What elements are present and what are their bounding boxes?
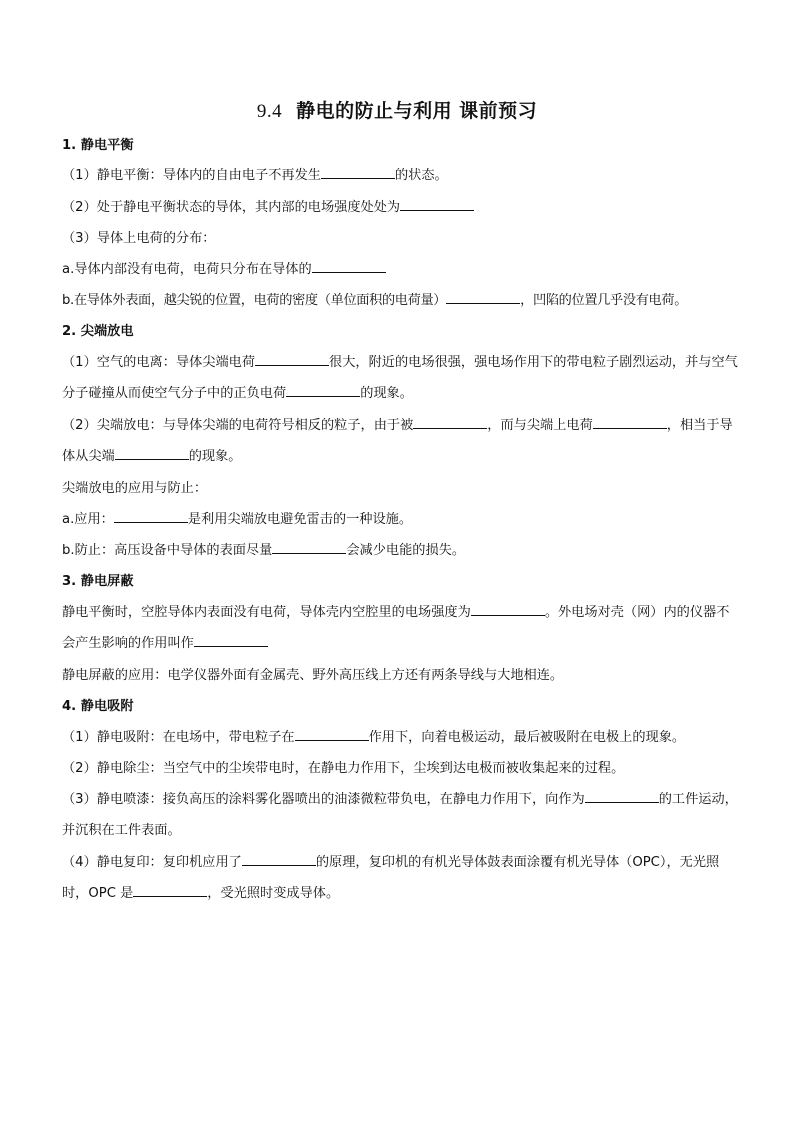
s4-item-4-text-b: 的原理，复印机的有机光导体鼓表面涂覆有机光导体（OPC），无光照时，OPC 是 [62, 855, 720, 901]
blank-field[interactable] [242, 853, 316, 866]
s2-item-1-text-c: 的现象。 [360, 386, 413, 401]
s1-item-1-text-a: （1）静电平衡：导体内的自由电子不再发生 [62, 168, 321, 183]
blank-field[interactable] [255, 353, 329, 366]
s4-item-4-text-a: （4）静电复印：复印机应用了 [62, 855, 242, 870]
blank-field[interactable] [295, 728, 369, 741]
title-text: 静电的防止与利用 课前预习 [296, 100, 538, 122]
s1-item-a-text: a.导体内部没有电荷，电荷只分布在导体的 [62, 262, 312, 277]
s4-item-1 [62, 728, 742, 748]
s1-item-1 [62, 166, 742, 186]
s4-item-4 [62, 847, 742, 909]
blank-field[interactable] [593, 416, 667, 429]
s2-app-b [62, 541, 742, 561]
s2-app-a-text-b: 是利用尖端放电避免雷击的一种设施。 [187, 512, 413, 527]
s2-item-1 [62, 347, 742, 409]
blank-field[interactable] [286, 384, 360, 397]
s4-item-3-text-b: 的工件运动，并沉积在工件表面。 [62, 792, 738, 838]
blank-field[interactable] [471, 603, 545, 616]
blank-field[interactable] [115, 447, 189, 460]
s4-item-3 [62, 784, 742, 846]
s4-item-1-text-b: 作用下，向着电极运动，最后被吸附在电极上的现象。 [368, 730, 686, 745]
section-2-heading: 2. 尖端放电 [62, 324, 134, 339]
s1-item-3: （3）导体上电荷的分布： [62, 231, 216, 246]
s4-item-3-text-a: （3）静电喷漆：接负高压的涂料雾化器喷出的油漆微粒带负电，在静电力作用下，向作为 [62, 792, 585, 807]
s2-item-2-text-b: ，而与尖端上电荷 [487, 418, 593, 433]
s4-item-2: （2）静电除尘：当空气中的尘埃带电时，在静电力作用下，尘埃到达电极而被收集起来的过程。 [62, 761, 625, 776]
s2-app-a-text-a: a.应用： [62, 512, 114, 527]
blank-field[interactable] [194, 634, 268, 647]
s4-item-4-text-c: ，受光照时变成导体。 [207, 886, 340, 901]
blank-field[interactable] [413, 416, 487, 429]
section-3-heading: 3. 静电屏蔽 [62, 574, 134, 589]
blank-field[interactable] [321, 166, 395, 179]
blank-field[interactable] [312, 260, 386, 273]
blank-field[interactable] [114, 510, 188, 523]
s1-item-b-text-a: b.在导体外表面，越尖锐的位置，电荷的密度（单位面积的电荷量） [62, 293, 447, 308]
s3-para-1-text-a: 静电平衡时，空腔导体内表面没有电荷，导体壳内空腔里的电场强度为 [62, 605, 471, 620]
s1-item-b-text-b: ，凹陷的位置几乎没有电荷。 [520, 293, 688, 308]
s2-app-b-text-a: b.防止：高压设备中导体的表面尽量 [62, 543, 273, 558]
s1-item-a [62, 260, 742, 280]
s4-item-1-text-a: （1）静电吸附：在电场中，带电粒子在 [62, 730, 295, 745]
blank-field[interactable] [446, 291, 520, 304]
blank-field[interactable] [400, 198, 474, 211]
s2-app-a [62, 510, 742, 530]
s2-item-1-text-b: 很大，附近的电场很强，强电场作用下的带电粒子剧烈运动，并与空气分子碰撞从而使空气分子中的正负电荷 [62, 355, 738, 401]
s1-item-b [62, 291, 742, 311]
s2-item-2-text-a: （2）尖端放电：与导体尖端的电荷符号相反的粒子，由于被 [62, 418, 414, 433]
s3-para-2: 静电屏蔽的应用：电学仪器外面有金属壳、野外高压线上方还有两条导线与大地相连。 [62, 668, 564, 683]
s2-app-heading: 尖端放电的应用与防止： [62, 481, 208, 496]
title-number: 9.4 [256, 101, 283, 122]
s1-item-1-text-b: 的状态。 [394, 168, 448, 183]
s2-item-2 [62, 410, 742, 472]
s2-app-b-text-b: 会减少电能的损失。 [346, 543, 466, 558]
s2-item-2-text-c: ，相当于导体从尖端 [62, 418, 733, 464]
s3-para-1 [62, 597, 742, 659]
s1-item-2-text: （2）处于静电平衡状态的导体，其内部的电场强度处处为 [62, 200, 401, 215]
blank-field[interactable] [272, 541, 346, 554]
blank-field[interactable] [133, 884, 207, 897]
blank-field[interactable] [585, 790, 659, 803]
page-title [0, 96, 794, 123]
section-1-heading: 1. 静电平衡 [62, 138, 134, 153]
section-4-heading: 4. 静电吸附 [62, 699, 134, 714]
s3-para-1-text-b: 。外电场对壳（网）内的仪器不会产生影响的作用叫作 [62, 605, 730, 651]
s1-item-2 [62, 198, 742, 218]
s2-item-2-text-d: 的现象。 [188, 449, 242, 464]
s2-item-1-text-a: （1）空气的电离：导体尖端电荷 [62, 355, 256, 370]
